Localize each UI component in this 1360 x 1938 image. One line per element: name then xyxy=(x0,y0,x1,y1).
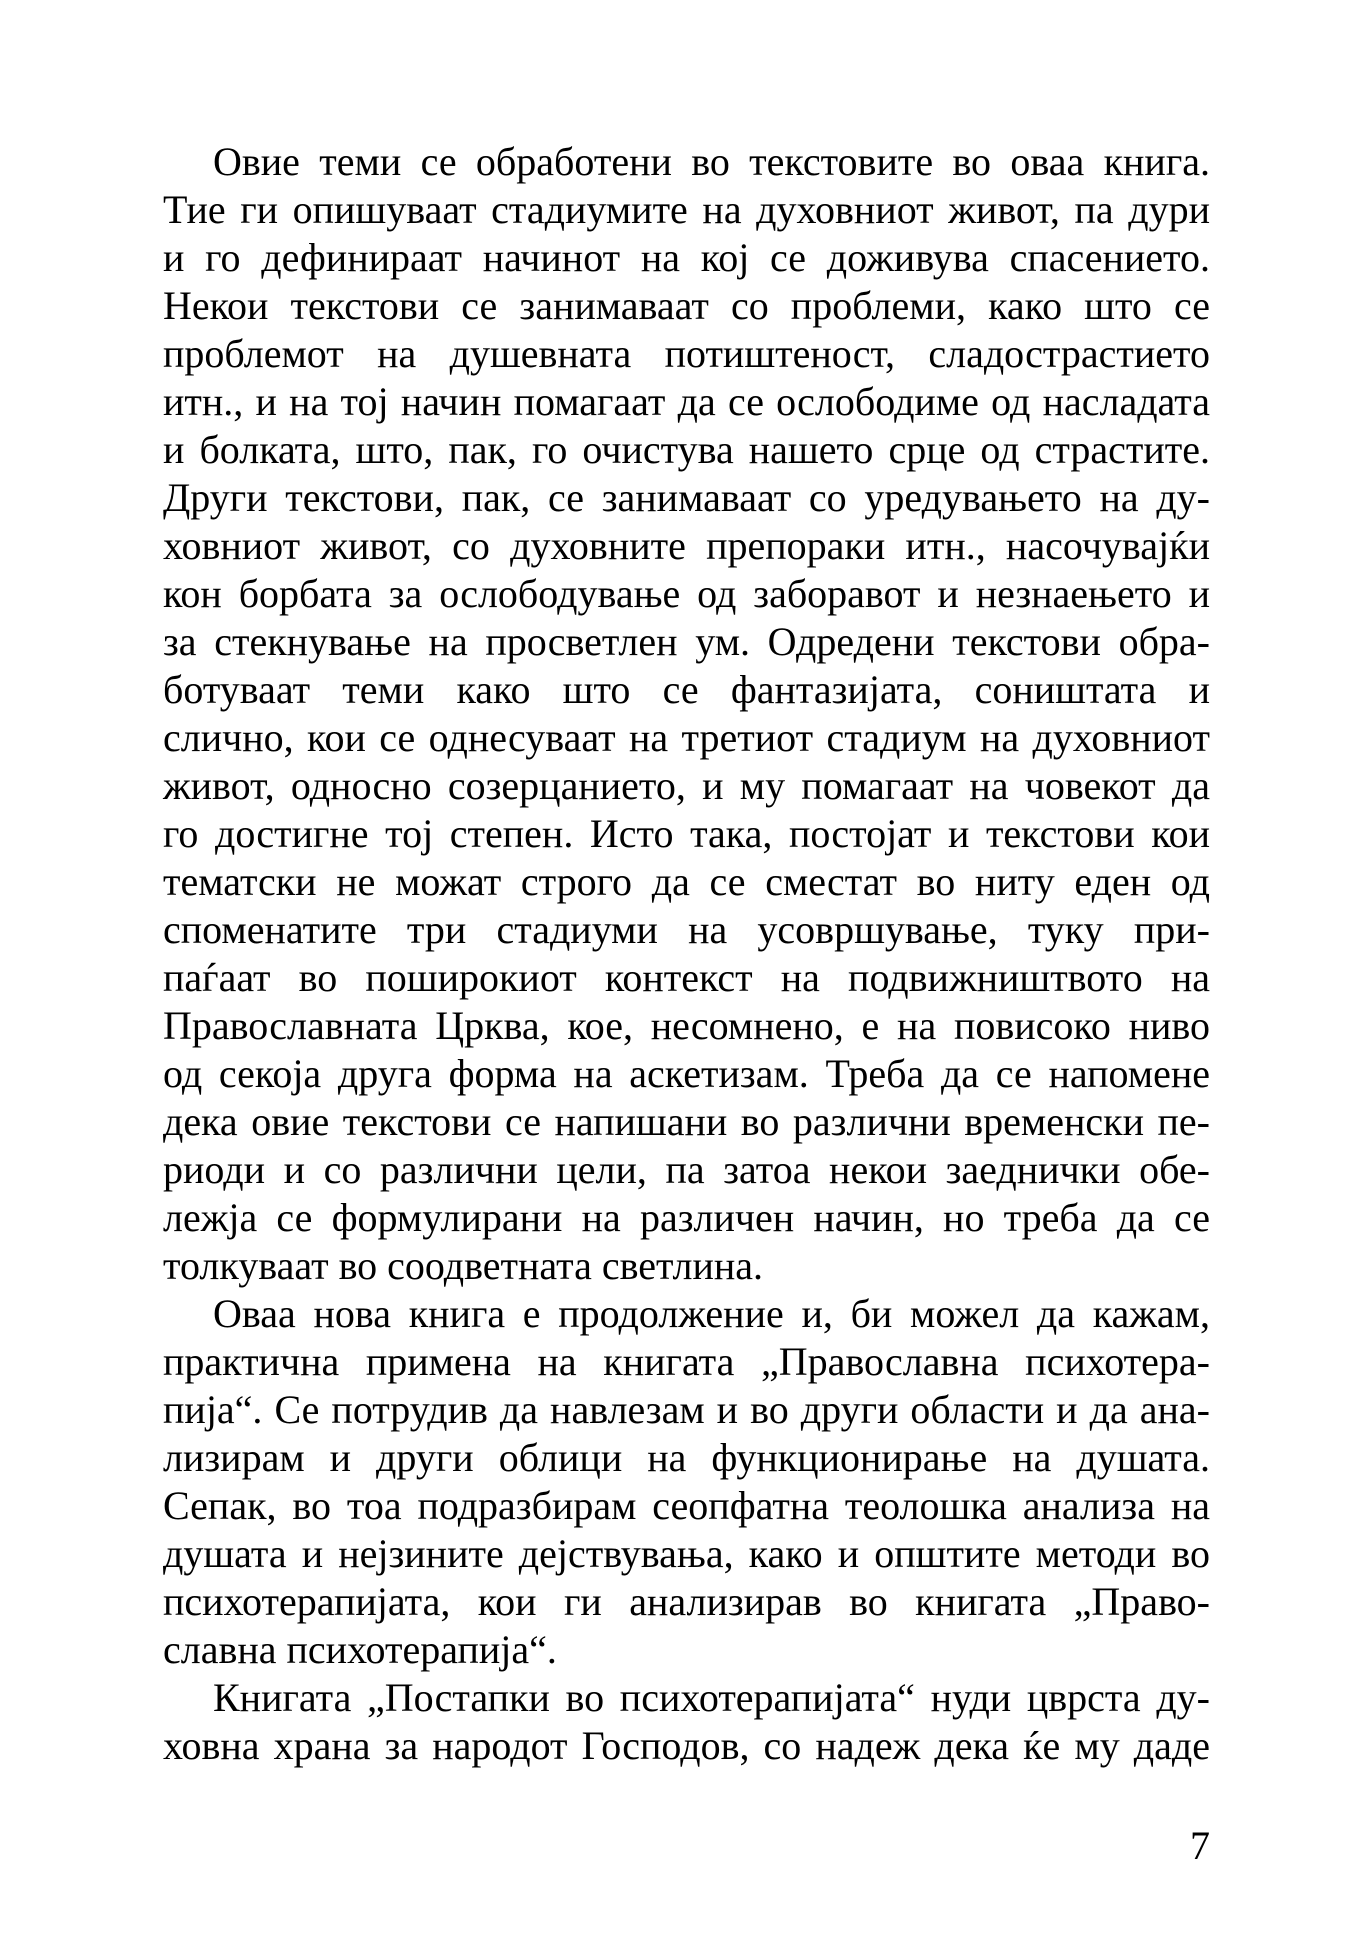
text-line: од секоја друга форма на аскетизам. Треба да се напомене xyxy=(163,1051,1210,1096)
text-line: и болката, што, пак, го очистува нашето срце од страстите. xyxy=(163,427,1210,472)
text-line: и го дефинираат начинот на кој се доживува спасението. xyxy=(163,235,1210,280)
text-line: пија“. Се потрудив да навлезам и во други области и да ана- xyxy=(163,1387,1210,1432)
text-line: лизирам и други облици на функционирање на душата. xyxy=(163,1435,1210,1480)
text-line: ботуваат теми како што се фантазијата, соништата и xyxy=(163,667,1210,712)
text-line: дека овие текстови се напишани во различни временски пе- xyxy=(163,1099,1210,1144)
text-line: риоди и со различни цели, па затоа некои заеднички обе- xyxy=(163,1147,1210,1192)
paragraph xyxy=(163,1674,1210,1770)
text-line: живот, односно созерцанието, и му помагаат на човекот да xyxy=(163,763,1210,808)
paragraph xyxy=(163,1290,1210,1674)
text-line: Други текстови, пак, се занимаваат со уредувањето на ду- xyxy=(163,475,1210,520)
text-line: практична примена на книгата „Православна психотера- xyxy=(163,1339,1210,1384)
text-line: Овие теми се обработени во текстовите во оваа книга. xyxy=(213,139,1210,184)
text-line: лежја се формулирани на различен начин, но треба да се xyxy=(163,1195,1210,1240)
text-block xyxy=(163,138,1210,1770)
text-line: кон борбата за ослободување од заборавот и незнаењето и xyxy=(163,571,1210,616)
text-line: тематски не можат строго да се сместат во ниту еден од xyxy=(163,859,1210,904)
text-line: Некои текстови се занимаваат со проблеми, како што се xyxy=(163,283,1210,328)
text-line: споменатите три стадиуми на усовршување, туку при- xyxy=(163,907,1210,952)
text-line: душата и нејзините дејствувања, како и општите методи во xyxy=(163,1531,1210,1576)
paragraph xyxy=(163,138,1210,1290)
text-line: слично, кои се однесуваат на третиот стадиум на духовниот xyxy=(163,715,1210,760)
text-line: ховниот живот, со духовните препораки итн., насочувајќи xyxy=(163,523,1210,568)
text-line: проблемот на душевната потиштеност, сладострастието xyxy=(163,331,1210,376)
text-line: Православната Црква, кое, несомнено, е на повисоко ниво xyxy=(163,1003,1210,1048)
text-line: паѓаат во поширокиот контекст на подвижништвото на xyxy=(163,955,1210,1000)
text-line: итн., и на тој начин помагаат да се ослободиме од насладата xyxy=(163,379,1210,424)
text-line: го достигне тој степен. Исто така, постојат и текстови кои xyxy=(163,811,1210,856)
text-line: ховна храна за народот Господов, со надеж дека ќе му даде xyxy=(163,1723,1210,1768)
text-line: Оваа нова книга е продолжение и, би можел да кажам, xyxy=(213,1291,1210,1336)
text-line: Тие ги опишуваат стадиумите на духовниот живот, па дури xyxy=(163,187,1210,232)
text-line: Сепак, во тоа подразбирам сеопфатна теолошка анализа на xyxy=(163,1483,1210,1528)
text-line: славна психотерапија“. xyxy=(163,1627,557,1672)
text-line: толкуваат во соодветната светлина. xyxy=(163,1243,764,1288)
text-line: Книгата „Постапки во психотерапијата“ нуди цврста ду- xyxy=(213,1675,1210,1720)
text-line: за стекнување на просветлен ум. Одредени текстови обра- xyxy=(163,619,1210,664)
text-line: психотерапијата, кои ги анализирав во книгата „Право- xyxy=(163,1579,1210,1624)
page-number: 7 xyxy=(1190,1823,1210,1868)
